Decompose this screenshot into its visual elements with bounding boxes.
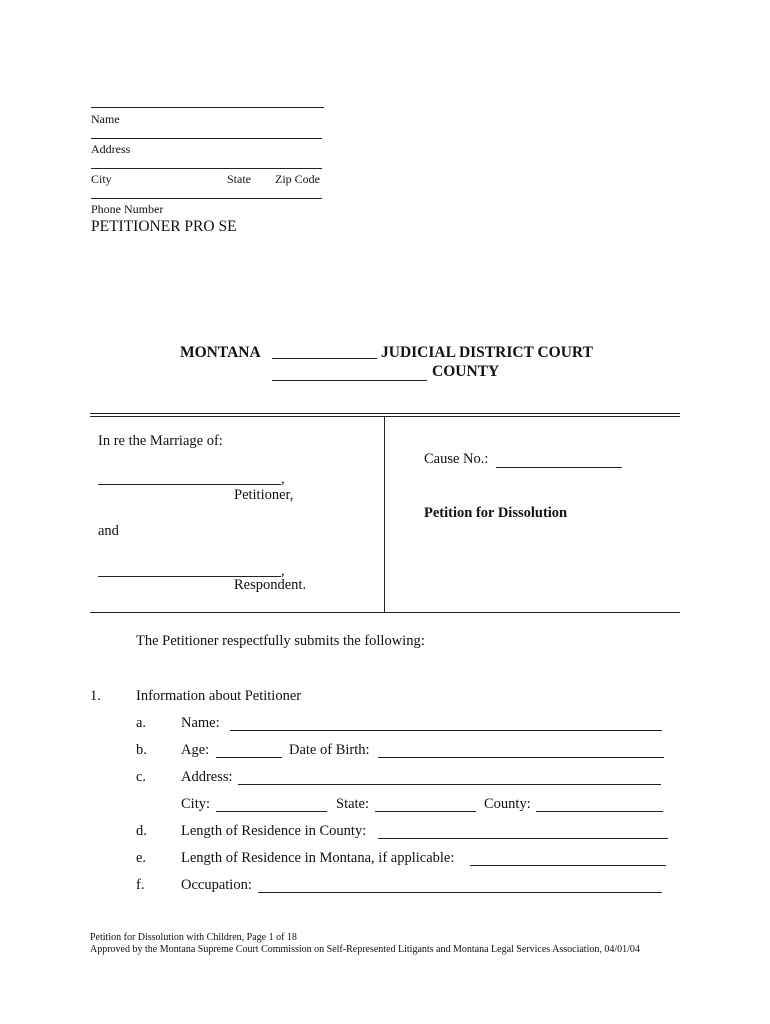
residence-county-label: Length of Residence in County: [181,823,367,839]
residence-montana-input[interactable] [470,849,666,866]
section-title: Information about Petitioner [136,688,302,704]
item-d-letter: d. [136,823,147,839]
caption-divider [384,417,385,613]
section-number: 1. [90,688,101,704]
petitioner-name-input[interactable] [230,714,662,731]
respondent-name-field[interactable] [98,560,281,577]
item-c-letter: c. [136,769,147,785]
city-label: City [91,172,112,186]
court-district: JUDICIAL DISTRICT COURT [381,344,593,361]
cause-no-field[interactable] [496,451,622,468]
date-of-birth-input[interactable] [378,741,664,758]
caption-top-rule-1 [90,413,680,414]
footer-page-line: Petition for Dissolution with Children, Page 1 of 18 [90,932,297,943]
and-label: and [98,523,119,539]
item-b-letter: b. [136,742,147,758]
caption-bottom-rule [90,612,680,613]
court-county: COUNTY [432,363,500,380]
court-montana: MONTANA [180,344,261,361]
petitioner-pro-se: PETITIONER PRO SE [91,218,237,235]
residence-montana-label: Length of Residence in Montana, if applicable: [181,850,455,866]
in-re-marriage: In re the Marriage of: [98,433,223,449]
name-line[interactable] [91,107,324,108]
address-label: Address [91,142,131,156]
petitioner-label: Petitioner, [234,487,294,503]
name-label: Name [91,112,120,126]
phone-number-label: Phone Number [91,202,164,216]
phone-line[interactable] [91,198,322,199]
zip-code-label: Zip Code [275,172,320,186]
residence-county-input[interactable] [378,822,668,839]
county-name-field[interactable] [272,364,427,381]
name-label-a: Name: [181,715,220,731]
state-label-c: State: [336,796,370,812]
petitioner-name-field[interactable] [98,468,281,485]
cause-no-label: Cause No.: [424,451,489,467]
item-f-letter: f. [136,877,145,893]
address-input[interactable] [238,768,661,785]
county-label-c: County: [484,796,531,812]
age-label: Age: [181,742,210,758]
age-input[interactable] [216,741,282,758]
footer-approval-line: Approved by the Montana Supreme Court Commission on Self-Represented Litigants and Montana Legal Services Association, 04/01/04 [90,944,640,955]
respondent-label: Respondent. [234,577,307,593]
item-e-letter: e. [136,850,147,866]
district-number-field[interactable] [272,342,377,359]
petitioner-comma: , [281,471,285,487]
respondent-comma: , [281,563,285,579]
caption-top-rule-2 [90,416,680,417]
occupation-label: Occupation: [181,877,252,893]
city-input[interactable] [216,795,327,812]
address-line[interactable] [91,138,322,139]
address-label-c: Address: [181,769,233,785]
state-input[interactable] [375,795,476,812]
city-label-c: City: [181,796,211,812]
city-state-zip-line[interactable] [91,168,322,169]
county-input[interactable] [536,795,663,812]
petition-title: Petition for Dissolution [424,505,568,521]
date-of-birth-label: Date of Birth: [289,742,370,758]
state-label: State [227,172,251,186]
occupation-input[interactable] [258,876,662,893]
intro-text: The Petitioner respectfully submits the following: [136,633,425,649]
item-a-letter: a. [136,715,147,731]
